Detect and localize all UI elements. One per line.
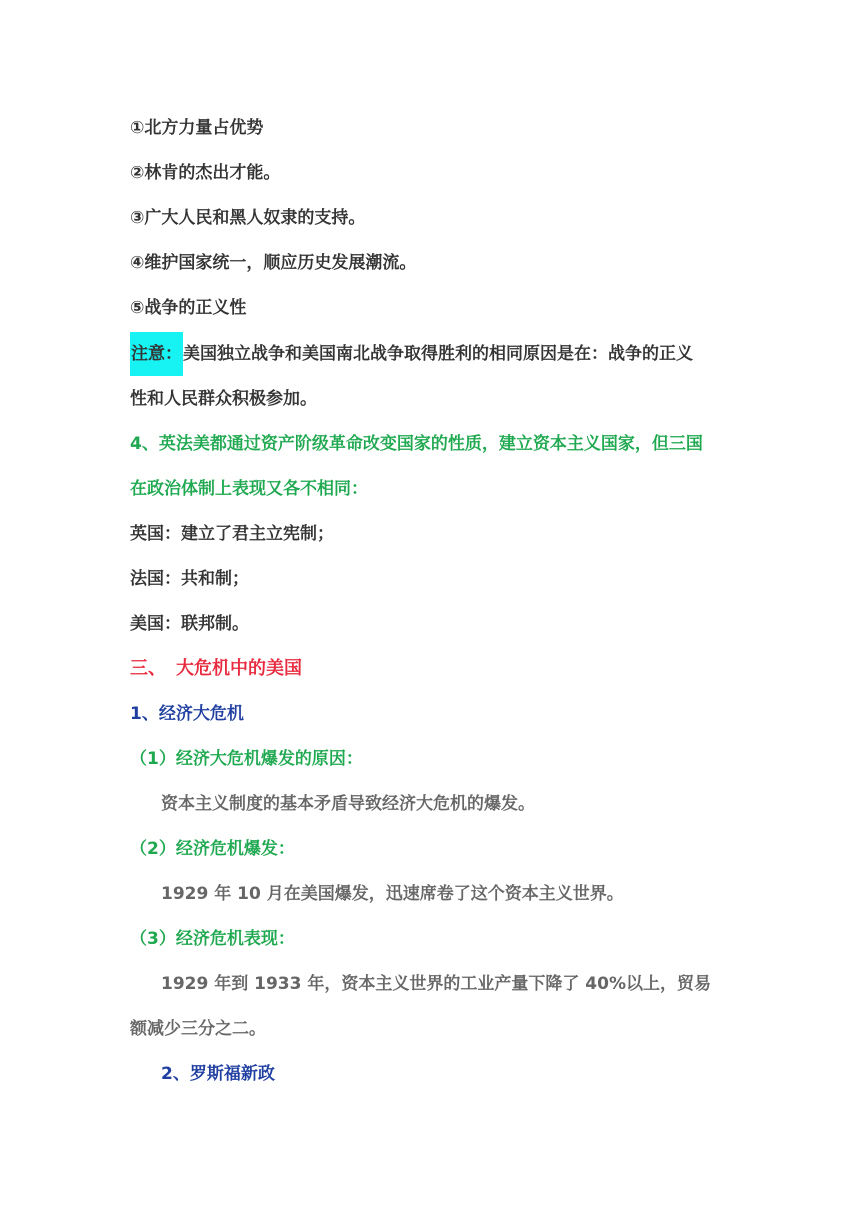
question-2: （2）经济危机爆发：: [130, 839, 295, 859]
country-us: 美国：联邦制。: [130, 614, 249, 634]
point-4-line-1: 4、英法美都通过资产阶级革命改变国家的性质，建立资本主义国家，但三国: [130, 434, 703, 454]
section-3-heading: [130, 657, 302, 681]
section-3-number: 三、: [130, 658, 166, 679]
answer-3-line-2: 额减少三分之二。: [130, 1019, 266, 1039]
sub-2-title: 2、罗斯福新政: [161, 1064, 275, 1084]
item-3: ③广大人民和黑人奴隶的支持。: [130, 208, 366, 228]
note-line-1: [130, 342, 693, 366]
item-4: ④维护国家统一，顺应历史发展潮流。: [130, 253, 417, 273]
section-3-title: 大危机中的美国: [176, 658, 302, 679]
item-2: ②林肯的杰出才能。: [130, 163, 281, 183]
question-1: （1）经济大危机爆发的原因：: [130, 749, 363, 769]
question-3: （3）经济危机表现：: [130, 929, 295, 949]
answer-3-line-1: 1929 年到 1933 年，资本主义世界的工业产量下降了 40%以上，贸易: [161, 974, 711, 994]
country-fr: 法国：共和制；: [130, 569, 249, 589]
sub-1-title: 1、经济大危机: [130, 704, 244, 724]
item-1: ①北方力量占优势: [130, 118, 264, 138]
item-5: ⑤战争的正义性: [130, 298, 247, 318]
point-4-line-2: 在政治体制上表现又各不相同：: [130, 479, 368, 499]
note-label: 注意：: [130, 332, 183, 376]
note-text: 美国独立战争和美国南北战争取得胜利的相同原因是在：战争的正义: [183, 344, 693, 364]
note-line-2: 性和人民群众积极参加。: [130, 389, 317, 409]
answer-1: 资本主义制度的基本矛盾导致经济大危机的爆发。: [161, 794, 535, 814]
country-uk: 英国：建立了君主立宪制；: [130, 524, 334, 544]
answer-2: 1929 年 10 月在美国爆发，迅速席卷了这个资本主义世界。: [161, 884, 624, 904]
